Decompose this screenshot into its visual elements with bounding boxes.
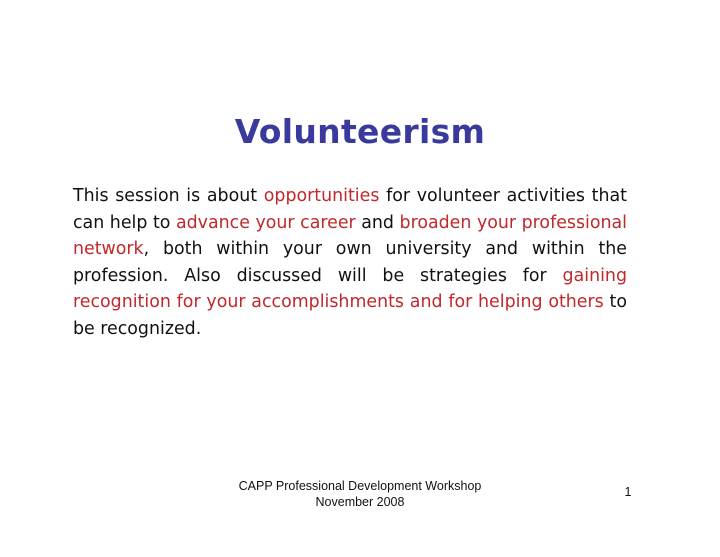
slide-title: Volunteerism (234, 112, 486, 151)
footer-workshop-name: CAPP Professional Development Workshop (238, 479, 482, 493)
body-segment: , both within your own university and within the profession. Also discussed will be strategies for (73, 239, 627, 286)
body-highlight-gaining-recognition: gaining recognition for your accomplishments and for helping others (73, 265, 627, 312)
footer-date: November 2008 (315, 495, 405, 509)
body-highlight-advance-career: advance your career (175, 212, 356, 233)
body-segment: for volunteer activities that can help to (73, 186, 628, 233)
body-segment: This session is about (73, 186, 264, 206)
page-number: 1 (624, 485, 632, 499)
slide-body (73, 183, 627, 342)
slide-footer (220, 478, 500, 510)
body-highlight-opportunities: opportunities (263, 186, 380, 206)
body-segment: and (355, 212, 400, 233)
body-highlight-broaden-network: broaden your professional network (73, 212, 627, 259)
body-segment: to be recognized. (73, 292, 627, 339)
